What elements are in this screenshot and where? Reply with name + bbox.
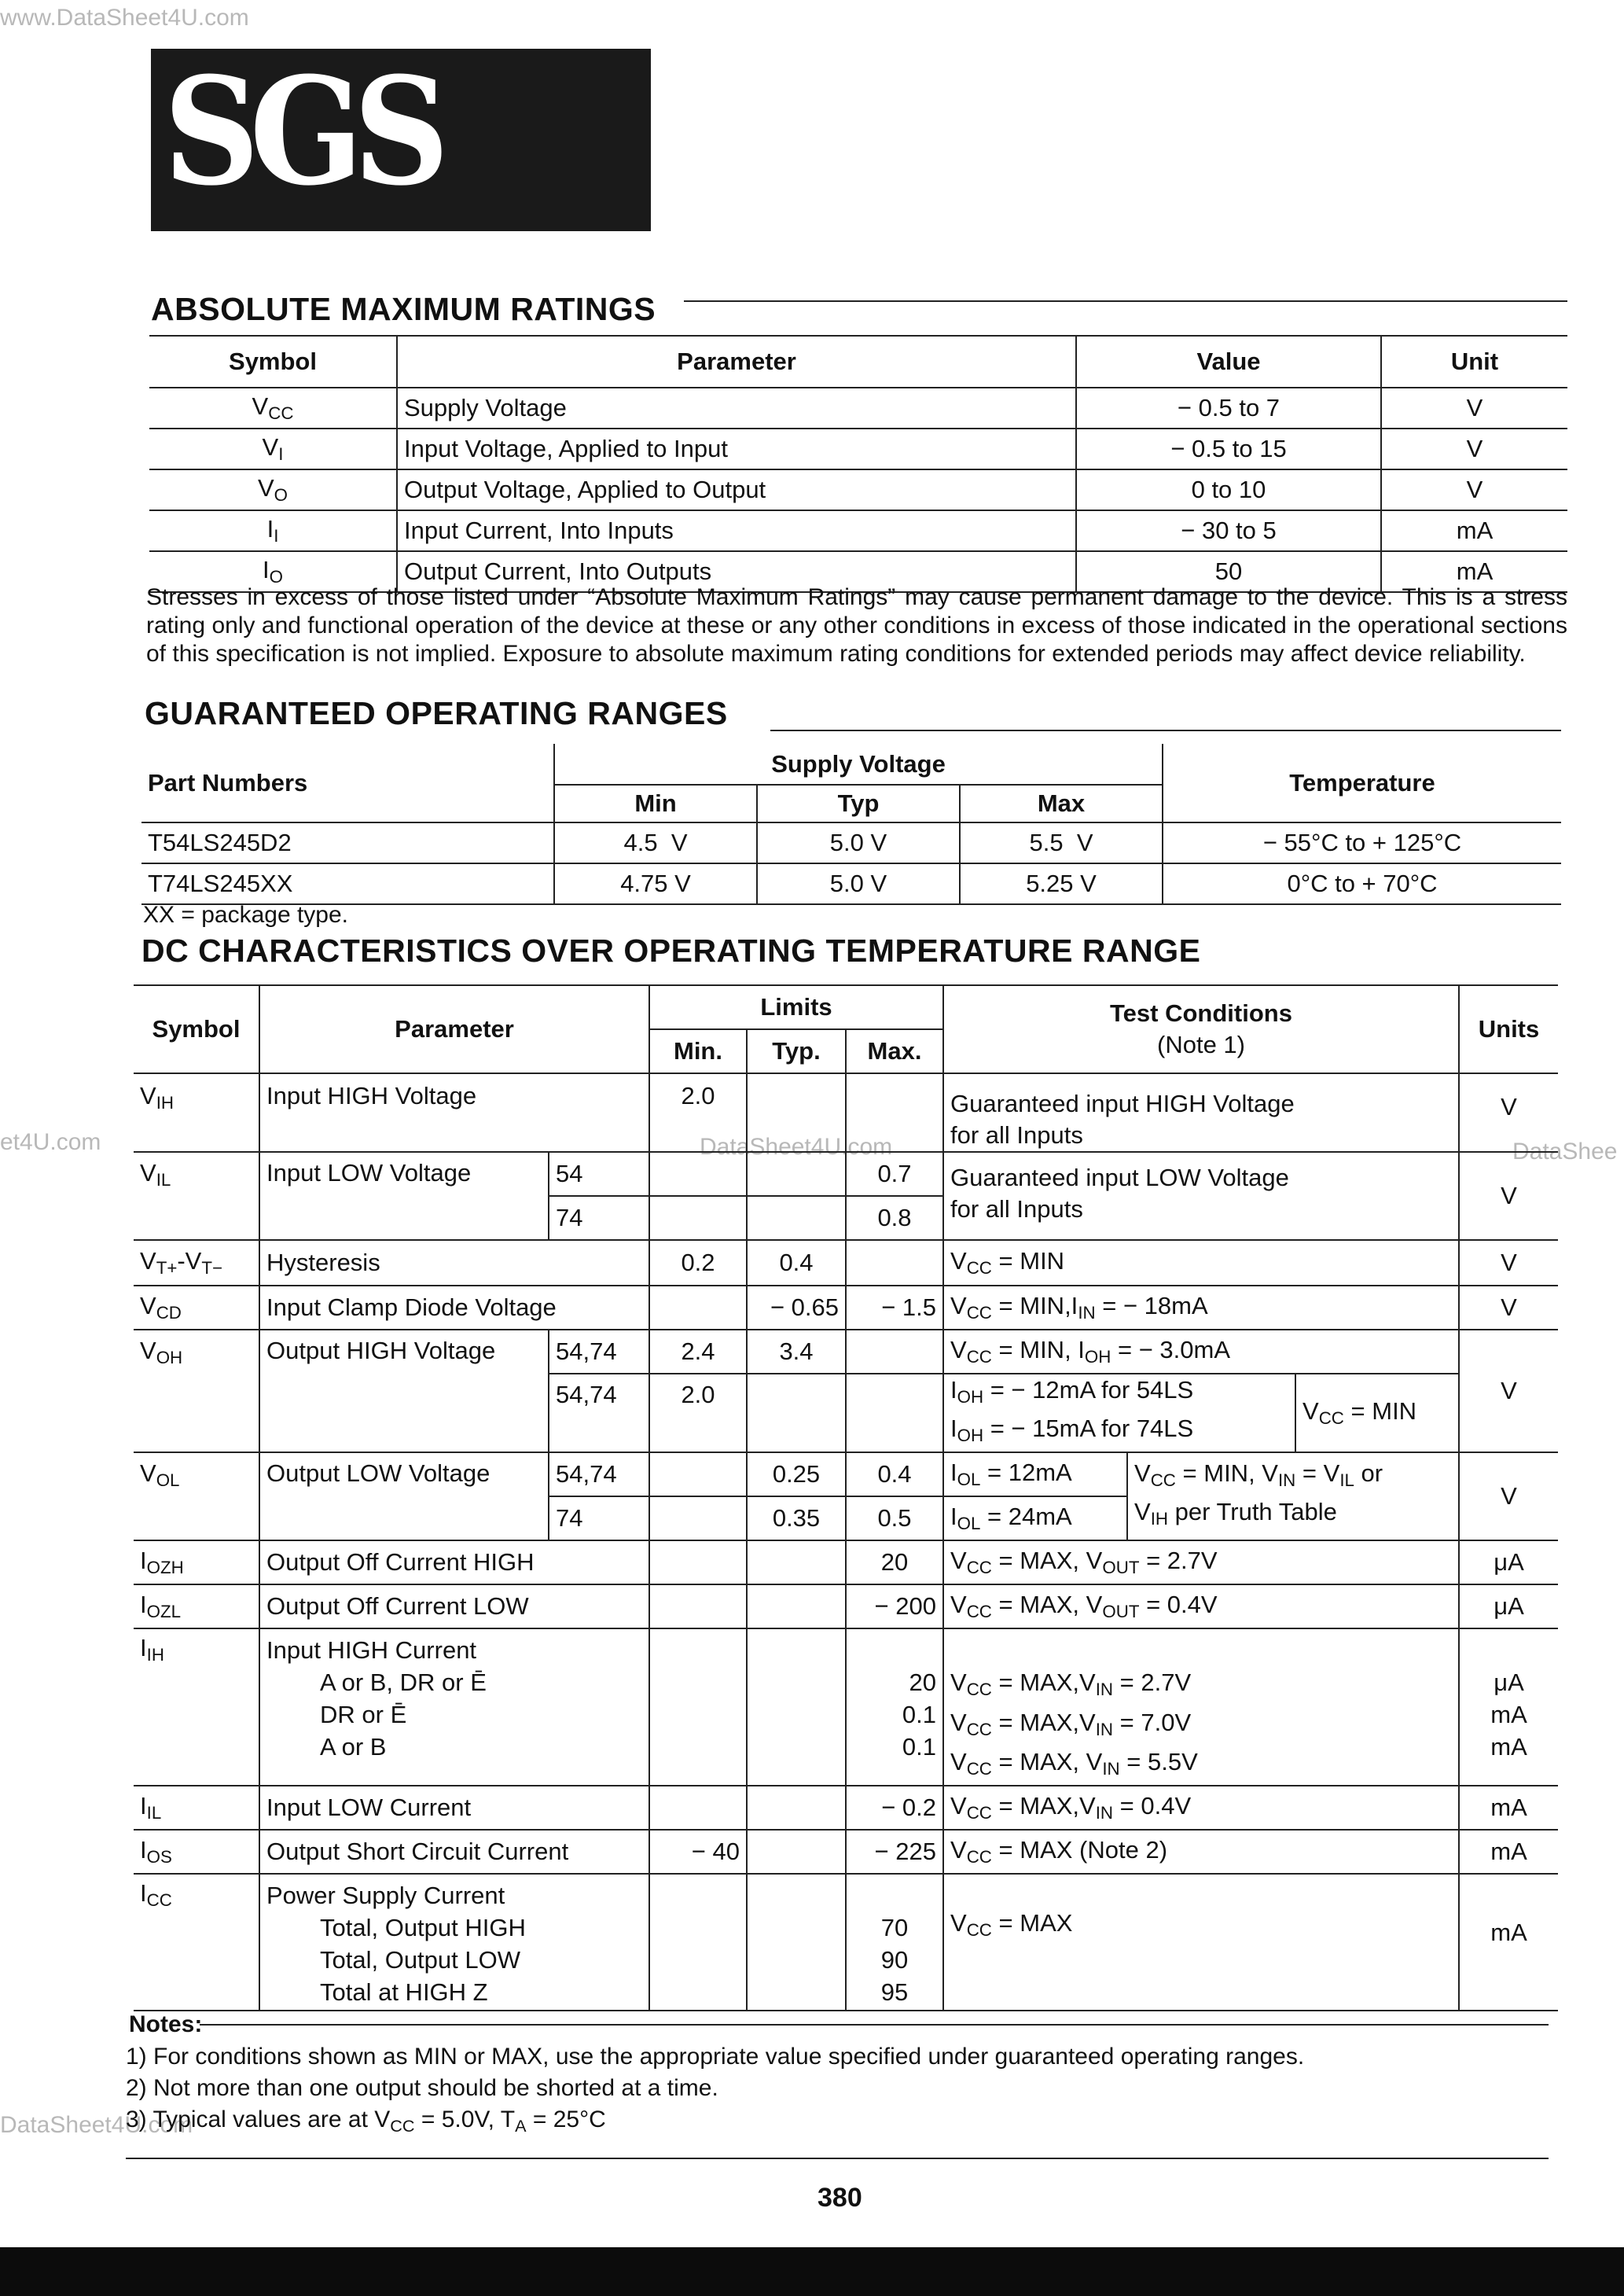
dc-header-note1: (Note 1) xyxy=(1157,1031,1245,1058)
dc-row-voh-1 xyxy=(134,1330,1558,1374)
page-number: 380 xyxy=(818,2183,862,2213)
dc-sub-vil54: 54 xyxy=(549,1152,649,1196)
bottom-scan-bar xyxy=(0,2247,1624,2296)
dc-cell-empty xyxy=(846,1240,943,1286)
dc-cell-empty xyxy=(747,1584,846,1628)
amr-unit: mA xyxy=(1456,517,1494,544)
note-3: 3) Typical values are at $V_{CC} = 5.0V$, $T_A = 25^\circ C$ xyxy=(126,2107,606,2136)
dc-test-iozh: $V_{CC}$ = MAX, $V_{OUT} = 2.7V$ xyxy=(943,1540,1459,1584)
dc-unit-iil: mA xyxy=(1490,1794,1527,1822)
dc-cell-empty xyxy=(649,1540,747,1584)
dc-cell-empty xyxy=(649,1196,747,1240)
dc-unit-ios: mA xyxy=(1490,1838,1527,1866)
dc-row-vil-54 xyxy=(134,1152,1558,1196)
amr-unit: mA xyxy=(1456,557,1494,585)
dc-cell-empty xyxy=(649,1286,747,1330)
dc-sub-voh1: 54,74 xyxy=(549,1330,649,1374)
dc-test-vol2: $I_{OL} = 24mA$ xyxy=(943,1496,1127,1540)
amr-title-rule xyxy=(684,300,1567,302)
dc-vil74-max: 0.8 xyxy=(846,1196,943,1240)
dc-unit-vih: V xyxy=(1501,1093,1517,1120)
dc-row-iil xyxy=(134,1786,1558,1830)
dc-param-hys: Hysteresis xyxy=(259,1240,649,1286)
dc-symbol-iil: $I_{IL}$ xyxy=(134,1786,259,1830)
dc-test-voh-vcc: $V_{CC}$ = MIN xyxy=(1295,1374,1459,1452)
dc-cell-empty xyxy=(846,1330,943,1374)
dc-header-min: Min. xyxy=(649,1029,747,1073)
dc-sub-voh2: 54,74 xyxy=(549,1374,649,1452)
dc-cell-empty xyxy=(747,1196,846,1240)
gor-header-max: Max xyxy=(960,785,1163,822)
gor-part: T74LS245XX xyxy=(148,870,293,897)
amr-param: Output Current, Into Outputs xyxy=(397,551,1076,592)
dc-header-test xyxy=(943,985,1459,1073)
amr-row xyxy=(149,388,1567,429)
dc-title: DC CHARACTERISTICS OVER OPERATING TEMPERATURE RANGE xyxy=(141,933,1201,969)
dc-param-vcd: Input Clamp Diode Voltage xyxy=(259,1286,649,1330)
notes-title: Notes: xyxy=(129,2011,203,2037)
dc-param-iih: Input HIGH Current A or B, DR or Ē DR or Ē A or B xyxy=(259,1628,649,1786)
dc-param-ios: Output Short Circuit Current xyxy=(259,1830,649,1874)
dc-cell-empty xyxy=(747,1628,846,1786)
dc-row-vih xyxy=(134,1073,1558,1152)
dc-vol1-max: 0.4 xyxy=(846,1452,943,1496)
dc-row-hys xyxy=(134,1240,1558,1286)
dc-table xyxy=(134,984,1558,2011)
dc-cell-empty xyxy=(747,1540,846,1584)
dc-cell-empty xyxy=(649,1452,747,1496)
amr-header-parameter: Parameter xyxy=(397,336,1076,388)
dc-iozh-max: 20 xyxy=(846,1540,943,1584)
dc-vcd-typ: − 0.65 xyxy=(747,1286,846,1330)
dc-param-vih: Input HIGH Voltage xyxy=(259,1073,649,1152)
watermark-center: DataSheet4U.com xyxy=(700,1134,893,1160)
amr-unit: V xyxy=(1466,394,1483,421)
gor-typ: 5.0 V xyxy=(757,863,960,904)
dc-symbol-icc: $I_{CC}$ xyxy=(134,1874,259,2011)
dc-symbol-iozh: $I_{OZH}$ xyxy=(134,1540,259,1584)
dc-cell-empty xyxy=(747,1786,846,1830)
dc-iih-max: 20 0.1 0.1 xyxy=(846,1628,943,1786)
dc-test-iih: $V_{CC} = MAX,V_{IN} = 2.7V$ $V_{CC} = MAX,V_{IN} = 7.0V$ $V_{CC}$ = MAX, $V_{IN} = 5.5V$ xyxy=(943,1628,1459,1786)
amr-value: − 30 to 5 xyxy=(1076,510,1381,551)
dc-test-voh2: $I_{OH}$ = − 12mA for 54LS $I_{OH}$ = − 15mA for 74LS xyxy=(943,1374,1295,1452)
dc-hys-min: 0.2 xyxy=(649,1240,747,1286)
gor-package-note: XX = package type. xyxy=(143,902,349,928)
dc-symbol-hys: $V_{T+}-V_{T-}$ xyxy=(134,1240,259,1286)
dc-test-voh1: $V_{CC}$ = MIN, $I_{OH}$ = − 3.0mA xyxy=(943,1330,1459,1374)
dc-row-icc xyxy=(134,1874,1558,2011)
dc-symbol-vol: $V_{OL}$ xyxy=(134,1452,259,1540)
amr-row xyxy=(149,510,1567,551)
amr-row xyxy=(149,469,1567,510)
amr-symbol: $V_{CC}$ xyxy=(149,388,397,429)
dc-voh1-min: 2.4 xyxy=(649,1330,747,1374)
dc-param-icc: Power Supply Current Total, Output HIGH Total, Output LOW Total at HIGH Z xyxy=(259,1874,649,2011)
notes-rule xyxy=(200,2024,1549,2026)
dc-cell-empty xyxy=(649,1152,747,1196)
dc-vol2-typ: 0.35 xyxy=(747,1496,846,1540)
dc-test-vol1: $I_{OL} = 12mA$ xyxy=(943,1452,1127,1496)
dc-vol1-typ: 0.25 xyxy=(747,1452,846,1496)
dc-param-vol: Output LOW Voltage xyxy=(259,1452,549,1540)
dc-symbol-voh: $V_{OH}$ xyxy=(134,1330,259,1452)
dc-cell-empty xyxy=(649,1786,747,1830)
dc-header-limits: Limits xyxy=(649,985,943,1029)
dc-header-test-title: Test Conditions xyxy=(1110,999,1292,1027)
gor-title-rule xyxy=(770,730,1561,731)
dc-param-vil: Input LOW Voltage xyxy=(259,1152,549,1240)
note-1: 1) For conditions shown as MIN or MAX, use the appropriate value specified under guaranteed operating ranges. xyxy=(126,2044,1305,2070)
dc-test-hys: $V_{CC}$ = MIN xyxy=(943,1240,1459,1286)
amr-symbol: $V_O$ xyxy=(149,469,397,510)
dc-header-typ: Typ. xyxy=(747,1029,846,1073)
dc-header-symbol: Symbol xyxy=(134,985,259,1073)
gor-table xyxy=(141,744,1561,905)
amr-value: − 0.5 to 15 xyxy=(1076,429,1381,469)
dc-iil-max: − 0.2 xyxy=(846,1786,943,1830)
dc-unit-iozh: μA xyxy=(1494,1548,1524,1577)
gor-header-temperature: Temperature xyxy=(1163,744,1561,822)
note-2: 2) Not more than one output should be shorted at a time. xyxy=(126,2075,718,2101)
gor-row xyxy=(141,863,1561,904)
gor-header-part: Part Numbers xyxy=(141,744,554,822)
amr-param: Output Voltage, Applied to Output xyxy=(397,469,1076,510)
footer-rule xyxy=(126,2158,1549,2159)
dc-ios-min: − 40 xyxy=(649,1830,747,1874)
dc-param-iozh: Output Off Current HIGH xyxy=(259,1540,649,1584)
dc-symbol-vih: $V_{IH}$ xyxy=(134,1073,259,1152)
amr-stress-note: Stresses in excess of those listed under “Absolute Maximum Ratings” may cause permanent damage to the device. This is a stress rating only and functional operation of the device at these or any other conditions in excess of those indicated in the operational sections of this specification is not implied. Exposure to absolute maximum rating conditions for extended periods may affect device reliability. xyxy=(146,584,1567,667)
gor-typ: 5.0 V xyxy=(757,822,960,863)
gor-max: 5.5 V xyxy=(960,822,1163,863)
dc-voh2-min: 2.0 xyxy=(649,1374,747,1452)
dc-cell-empty xyxy=(846,1073,943,1152)
dc-test-icc: $V_{CC}$ = MAX xyxy=(943,1874,1459,2011)
gor-header-typ: Typ xyxy=(757,785,960,822)
dc-symbol-ios: $I_{OS}$ xyxy=(134,1830,259,1874)
watermark-top: www.DataSheet4U.com xyxy=(0,5,249,31)
dc-row-iih xyxy=(134,1628,1558,1786)
dc-row-ios xyxy=(134,1830,1558,1874)
dc-hys-typ: 0.4 xyxy=(747,1240,846,1286)
watermark-right: DataShee xyxy=(1512,1139,1618,1165)
company-logo xyxy=(151,45,651,231)
dc-cell-empty xyxy=(649,1874,747,2011)
dc-cell-empty xyxy=(649,1584,747,1628)
amr-param: Input Voltage, Applied to Input xyxy=(397,429,1076,469)
amr-title: ABSOLUTE MAXIMUM RATINGS xyxy=(151,291,656,327)
amr-unit: V xyxy=(1466,435,1483,462)
dc-test-iozl: $V_{CC}$ = MAX, $V_{OUT} = 0.4V$ xyxy=(943,1584,1459,1628)
dc-cell-empty xyxy=(747,1874,846,2011)
dc-row-vcd xyxy=(134,1286,1558,1330)
amr-value: 50 xyxy=(1076,551,1381,592)
dc-row-vol-1 xyxy=(134,1452,1558,1496)
gor-temp: 0°C to + 70°C xyxy=(1163,863,1561,904)
watermark-left: et4U.com xyxy=(0,1129,101,1155)
logo-mark: SGS xyxy=(164,45,440,219)
dc-cell-empty xyxy=(747,1374,846,1452)
dc-header-parameter: Parameter xyxy=(259,985,649,1073)
dc-vil54-max: 0.7 xyxy=(846,1152,943,1196)
dc-unit-voh: V xyxy=(1459,1330,1558,1452)
dc-cell-empty xyxy=(747,1073,846,1152)
dc-ios-max: − 225 xyxy=(846,1830,943,1874)
dc-row-iozh xyxy=(134,1540,1558,1584)
dc-symbol-iih: $I_{IH}$ xyxy=(134,1628,259,1786)
dc-vol2-max: 0.5 xyxy=(846,1496,943,1540)
dc-icc-max: 70 90 95 xyxy=(846,1874,943,2011)
dc-row-iozl xyxy=(134,1584,1558,1628)
gor-min: 4.5 V xyxy=(554,822,757,863)
dc-iozl-max: − 200 xyxy=(846,1584,943,1628)
gor-temp: − 55°C to + 125°C xyxy=(1163,822,1561,863)
amr-table xyxy=(149,335,1567,593)
dc-sub-vil74: 74 xyxy=(549,1196,649,1240)
dc-symbol-vcd: $V_{CD}$ xyxy=(134,1286,259,1330)
dc-vcd-max: − 1.5 xyxy=(846,1286,943,1330)
gor-min: 4.75 V xyxy=(554,863,757,904)
dc-cell-empty xyxy=(649,1628,747,1786)
dc-sub-vol2: 74 xyxy=(549,1496,649,1540)
dc-param-iozl: Output Off Current LOW xyxy=(259,1584,649,1628)
dc-cell-empty xyxy=(747,1152,846,1196)
dc-sub-vol1: 54,74 xyxy=(549,1452,649,1496)
dc-param-voh: Output HIGH Voltage xyxy=(259,1330,549,1452)
dc-voh1-typ: 3.4 xyxy=(747,1330,846,1374)
dc-symbol-vil: $V_{IL}$ xyxy=(134,1152,259,1240)
dc-unit-iih: μA mA mA xyxy=(1490,1669,1527,1761)
watermark-bottom: DataSheet4U.com xyxy=(0,2112,193,2138)
dc-param-iil: Input LOW Current xyxy=(259,1786,649,1830)
dc-test-vol-cond: $V_{CC}$ = MIN, $V_{IN} = V_{IL}$ or $V_{IH}$ per Truth Table xyxy=(1127,1452,1459,1540)
amr-header-symbol: Symbol xyxy=(149,336,397,388)
amr-symbol: $I_O$ xyxy=(149,551,397,592)
dc-header-units: Units xyxy=(1459,985,1558,1073)
gor-max: 5.25 V xyxy=(960,863,1163,904)
amr-unit: V xyxy=(1466,476,1483,503)
dc-cell-empty xyxy=(747,1830,846,1874)
amr-row xyxy=(149,429,1567,469)
dc-unit-iozl: μA xyxy=(1494,1592,1524,1621)
amr-value: 0 to 10 xyxy=(1076,469,1381,510)
gor-title: GUARANTEED OPERATING RANGES xyxy=(145,695,728,731)
dc-test-iil: $V_{CC} = MAX,V_{IN} = 0.4V$ xyxy=(943,1786,1459,1830)
dc-cell-empty xyxy=(649,1496,747,1540)
dc-test-vcd: $V_{CC} = MIN,I_{IN}$ = − 18mA xyxy=(943,1286,1459,1330)
dc-symbol-iozl: $I_{OZL}$ xyxy=(134,1584,259,1628)
dc-unit-vcd: V xyxy=(1501,1293,1517,1321)
dc-unit-vil: V xyxy=(1501,1182,1517,1209)
dc-vih-min: 2.0 xyxy=(649,1073,747,1152)
dc-unit-icc: mA xyxy=(1490,1919,1527,1947)
dc-test-vil: Guaranteed input LOW Voltage for all Inputs xyxy=(943,1152,1459,1240)
amr-symbol: $I_I$ xyxy=(149,510,397,551)
dc-cell-empty xyxy=(846,1374,943,1452)
amr-value: − 0.5 to 7 xyxy=(1076,388,1381,429)
dc-unit-vol: V xyxy=(1459,1452,1558,1540)
gor-header-supply: Supply Voltage xyxy=(554,744,1163,785)
amr-param: Supply Voltage xyxy=(397,388,1076,429)
gor-header-min: Min xyxy=(554,785,757,822)
amr-symbol: $V_I$ xyxy=(149,429,397,469)
dc-unit-hys: V xyxy=(1501,1249,1517,1276)
amr-header-value: Value xyxy=(1076,336,1381,388)
dc-test-ios: $V_{CC}$ = MAX (Note 2) xyxy=(943,1830,1459,1874)
gor-part: T54LS245D2 xyxy=(148,829,292,856)
amr-header-unit: Unit xyxy=(1450,348,1499,375)
dc-test-vih: Guaranteed input HIGH Voltage for all Inputs xyxy=(943,1073,1459,1152)
dc-header-max: Max. xyxy=(846,1029,943,1073)
gor-row xyxy=(141,822,1561,863)
amr-param: Input Current, Into Inputs xyxy=(397,510,1076,551)
